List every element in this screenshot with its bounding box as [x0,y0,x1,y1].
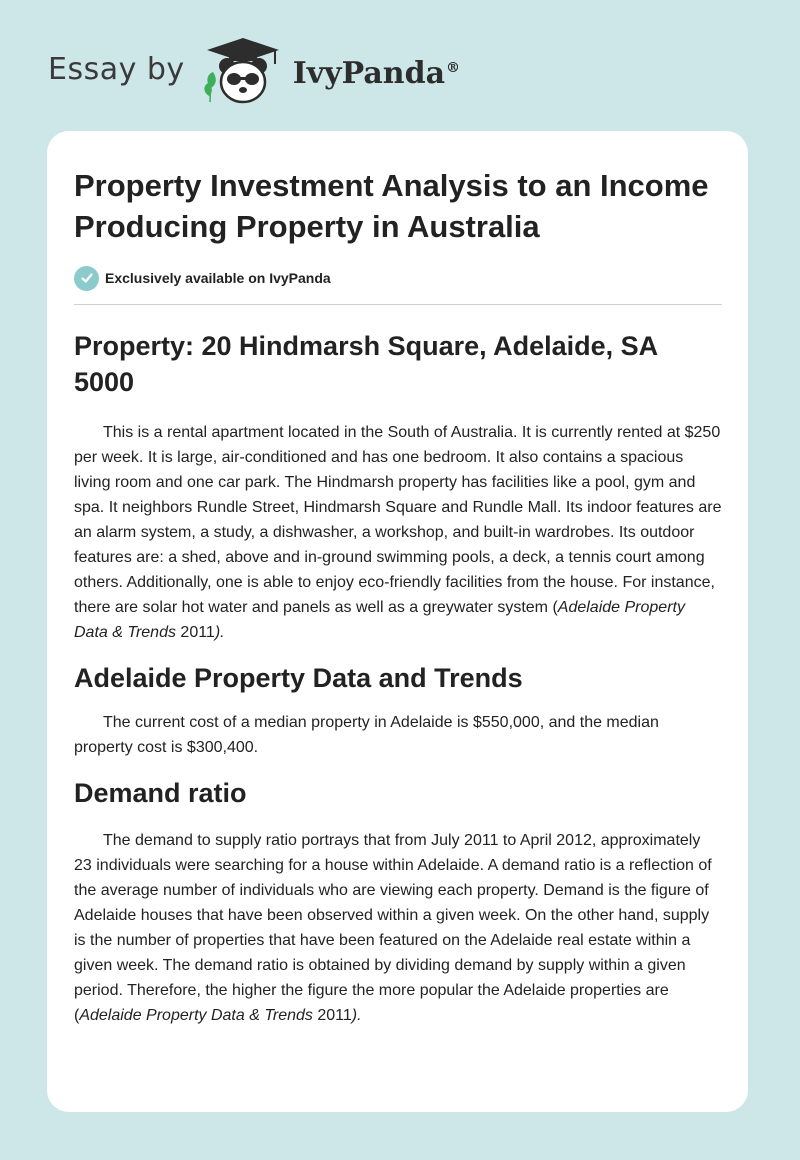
essay-by-label: Essay by [48,51,185,87]
citation-year: 2011 [175,624,215,641]
paragraph-text: This is a rental apartment located in the South of Australia. It is currently rented at $250 per week. It is large, air-conditioned and has one bedroom. It also contains a spacious living room and one car park. The Hindmarsh property has facilities like a pool, gym and spa. It neighbors Rundle Street, Hindmarsh Square and Rundle Mall. Its indoor features are an alarm system, a study, a dishwasher, a workshop, and built-in wardrobes. Its outdoor features are: a shed, above and in-ground swimming pools, a deck, a tennis court among others. Additionally, one is able to enjoy eco-friendly facilities from the house. For instance, there are solar hot water and panels as well as a greywater system ( [74,424,722,616]
section-heading-trends: Adelaide Property Data and Trends [74,663,523,693]
section-body-property [74,420,722,645]
citation-close: ). [214,624,225,641]
section-body-demand [74,828,722,1028]
citation-title: Adelaide Property Data & Trends [79,1007,313,1024]
site-header [48,36,460,108]
section-heading-demand: Demand ratio [74,778,247,808]
section-body-trends: The current cost of a median property in Adelaide is $550,000, and the median property cost is $300,400. [74,714,659,756]
citation-year: 2011 [312,1007,352,1024]
section-heading-property: Property: 20 Hindmarsh Square, Adelaide, SA 5000 [74,331,658,397]
paragraph-text: The demand to supply ratio portrays that from July 2011 to April 2012, approximately 23 individuals were searching for a house within Adelaide. A demand ratio is a reflection of the average number of individuals who are viewing each property. Demand is the figure of Adelaide houses that have been observed within a given week. On the other hand, supply is the number of properties that have been featured on the Adelaide real estate within a given week. The demand ratio is obtained by dividing demand by supply within a given period. Therefore, the higher the figure the more popular the Adelaide properties are ( [74,832,712,1024]
divider [74,304,722,305]
article-card [47,131,748,1112]
exclusive-badge-label: Exclusively available on IvyPanda [105,270,331,286]
article-title: Property Investment Analysis to an Income Producing Property in Australia [74,168,709,244]
brand-name[interactable] [293,56,460,91]
exclusive-badge [74,265,722,291]
check-icon [74,266,99,291]
citation-close: ). [351,1007,362,1024]
citation-title: Adelaide Property Data & Trends [74,599,685,641]
registered-mark: ® [446,59,461,76]
ivypanda-logo-icon[interactable] [199,36,287,108]
brand-label[interactable]: IvyPanda [292,55,446,91]
